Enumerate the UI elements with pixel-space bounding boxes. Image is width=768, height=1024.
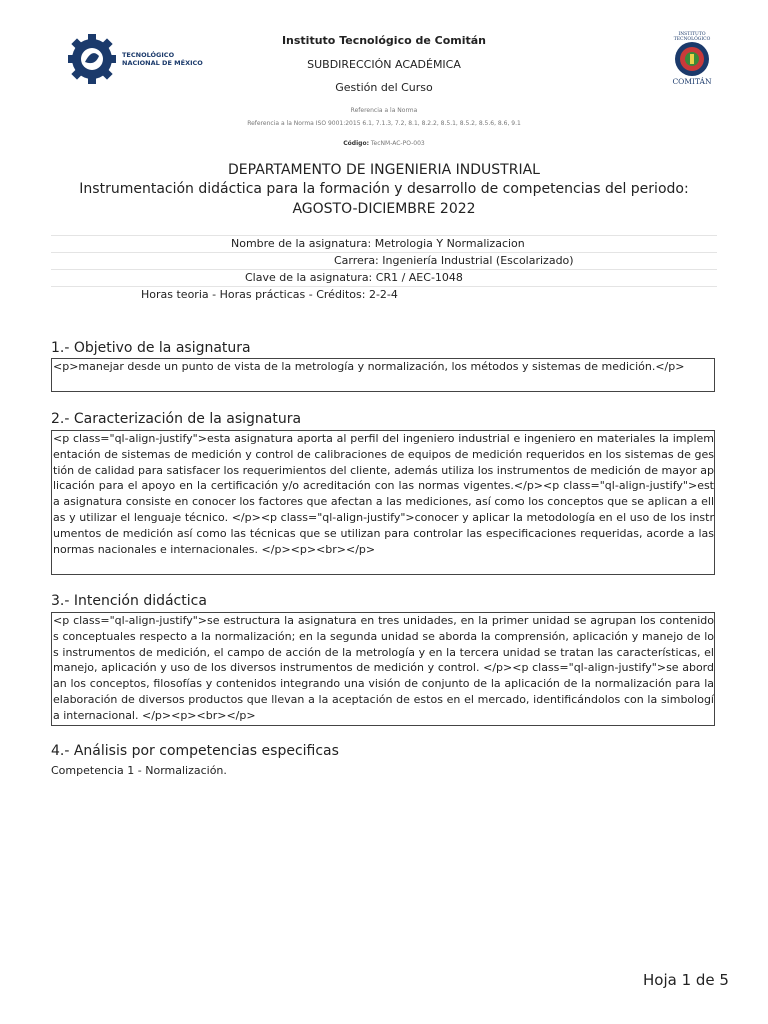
code-value: TecNM-AC-PO-003 bbox=[370, 140, 425, 147]
hours-row bbox=[51, 286, 717, 304]
course-name-row bbox=[51, 235, 717, 253]
instrumentation-line-1: Instrumentación didáctica para la formación y desarrollo de competencias del periodo: bbox=[79, 181, 689, 197]
course-key: Clave de la asignatura: CR1 / AEC-1048 bbox=[245, 271, 463, 284]
instrumentation-line-2: AGOSTO-DICIEMBRE 2022 bbox=[292, 201, 476, 217]
logo-left-text-2: NACIONAL DE MÉXICO bbox=[122, 59, 203, 67]
logo-right-text-1: INSTITUTO bbox=[678, 32, 706, 37]
institute-name: Instituto Tecnológico de Comitán bbox=[281, 34, 487, 47]
career-row bbox=[51, 252, 717, 270]
logo-right-text-3: COMITÁN bbox=[672, 77, 712, 86]
section-1-box: <p>manejar desde un punto de vista de la metrología y normalización, los métodos y sistemas de medición.</p> bbox=[51, 358, 715, 392]
section-3-title: 3.- Intención didáctica bbox=[51, 593, 207, 609]
norm-reference-label: Referencia a la Norma bbox=[350, 107, 418, 114]
logo-left-text-1: TECNOLÓGICO bbox=[122, 51, 175, 59]
department-title: DEPARTAMENTO DE INGENIERIA INDUSTRIAL bbox=[228, 162, 540, 178]
logo-right-text-2: TECNOLÓGICO bbox=[673, 37, 711, 42]
instrumentation-title bbox=[0, 179, 768, 219]
hours-credits: Horas teoria - Horas prácticas - Créditos: 2-2-4 bbox=[141, 288, 398, 301]
section-1-title: 1.- Objetivo de la asignatura bbox=[51, 340, 251, 356]
page-number: Hoja 1 de 5 bbox=[643, 971, 729, 989]
section-2-title: 2.- Caracterización de la asignatura bbox=[51, 411, 302, 427]
course-key-row bbox=[51, 269, 717, 287]
document-code bbox=[0, 140, 768, 147]
norm-reference: Referencia a la Norma ISO 9001:2015 6.1, 7.1.3, 7.2, 8.1, 8.2.2, 8.5.1, 8.5.2, 8.5.6, 8.6, 9.1 bbox=[247, 120, 521, 127]
subdirection: SUBDIRECCIÓN ACADÉMICA bbox=[307, 58, 461, 71]
course-management: Gestión del Curso bbox=[335, 81, 433, 94]
section-4-title: 4.- Análisis por competencias especificas bbox=[51, 743, 339, 759]
course-info-table bbox=[51, 235, 717, 303]
course-name: Nombre de la asignatura: Metrologia Y Normalizacion bbox=[231, 237, 525, 250]
career: Carrera: Ingeniería Industrial (Escolarizado) bbox=[334, 254, 574, 267]
competence-1: Competencia 1 - Normalización. bbox=[51, 764, 227, 777]
code-label: Código: bbox=[343, 140, 369, 147]
section-2-box: <p class="ql-align-justify">esta asignatura aporta al perfil del ingeniero industrial e ingeniero en materiales la implementación de sistemas de medición y control de calibraciones de equipos de medición requeridos en los sistemas de gestión de calidad para satisfacer los requerimientos del cliente, además utiliza los instrumentos de medición de mayor aplicación para el apoyo en la certificación y/o acreditación con las normas vigentes.</p><p class="ql-align-justify">esta asignatura consiste en conocer los factores que afectan a las mediciones, así como los conceptos que se aplican a ellas y utilizar el lenguaje técnico. </p><p class="ql-align-justify">conocer y aplicar la metodología en el uso de los instrumentos de medición así como las técnicas que se utilizan para controlar las especificaciones requeridas, acorde a las normas nacionales e internacionales. </p><p><br></p> bbox=[51, 430, 715, 575]
section-3-box: <p class="ql-align-justify">se estructura la asignatura en tres unidades, en la primer unidad se agrupan los contenidos conceptuales respecto a la normalización; en la segunda unidad se aborda la comprensión, aplicación y manejo de los instrumentos de medición, el campo de acción de la metrología y en la tercera unidad se tratan las características, el manejo, aplicación y uso de los diversos instrumentos de medición y control. </p><p class="ql-align-justify">se abordan los conceptos, filosofías y contenidos integrando una visión de conjunto de la aplicación de la normalización para la elaboración de diversos productos que llevan a la aceptación de estos en el mercado, identificándolos con la simbología internacional. </p><p><br></p> bbox=[51, 612, 715, 726]
